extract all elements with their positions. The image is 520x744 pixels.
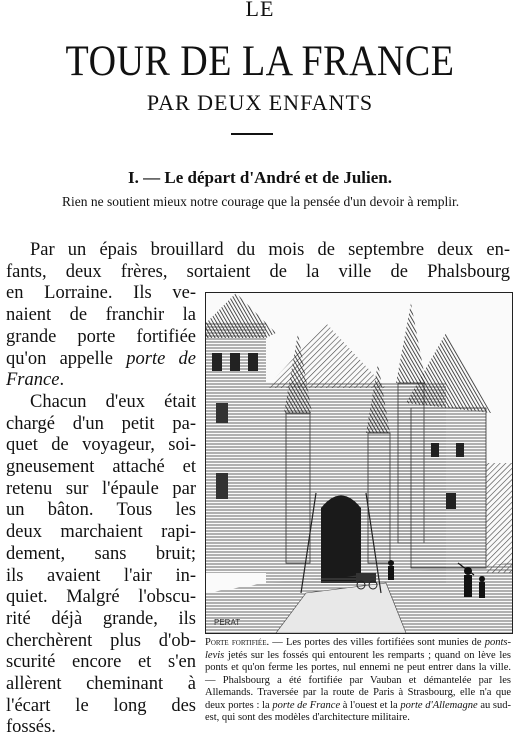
caption-label: Porte fortifiée. <box>205 637 270 648</box>
body-italic: porte de <box>126 349 197 369</box>
chapter-heading <box>0 168 520 188</box>
body-line: grande porte fortifiée <box>6 327 196 347</box>
caption-text: — Les portes des villes fortifiées sont munies de <box>269 637 485 648</box>
body-line: gneusement attaché et <box>6 457 196 477</box>
chapter-title: — Le départ d'André et de Julien. <box>143 168 392 187</box>
engraving-illustration <box>206 293 512 633</box>
body-text: . <box>59 370 65 390</box>
body-line: quet de voyageur, soi- <box>6 435 196 455</box>
body-line: Par un épais brouillard du mois de septembre deux en- <box>30 240 510 260</box>
body-line: chargé d'un petit pa- <box>6 414 196 434</box>
title-article: LE <box>245 0 275 21</box>
engraver-signature: PERAT <box>214 618 241 627</box>
body-line: retenu sur l'épaule par <box>6 479 196 499</box>
caption-text: à l'ouest et la <box>340 699 401 711</box>
body-line: un bâton. Tous les <box>6 500 196 520</box>
caption-italic: porte de France <box>272 699 341 711</box>
chapter-number: I. <box>128 168 139 187</box>
body-line: fossés. <box>6 717 56 737</box>
body-line <box>6 348 196 370</box>
body-line: dement, sans bruit; <box>6 544 196 564</box>
body-line: scurité encore et s'en <box>6 652 196 672</box>
body-line: en Lorraine. Ils ve- <box>6 283 196 303</box>
book-subtitle: PAR DEUX ENFANTS <box>146 90 374 115</box>
body-italic: France <box>6 370 60 390</box>
body-line: allèrent cheminant à <box>6 674 196 694</box>
caption-text: jetés sur les fossés qui entourent les remparts ; quand on lève les ponts et qu'on ferme les portes, nul ennemi ne peut entrer dans la ville. — Phalsbourg a été fortifiée par Vauban et démantelée par les Allemands. Traversée par la route de Paris à Strasbourg, elle n'a que deux portes : la <box>205 649 511 711</box>
body-line: quiet. Malgré l'obscu- <box>6 587 196 607</box>
title-divider <box>231 133 273 135</box>
body-line <box>6 369 64 391</box>
body-line: deux marchaient rapi- <box>6 522 196 542</box>
caption-text: au sud-est, qui sont des modèles d'architecture militaire. <box>205 699 511 723</box>
body-line: ils avaient l'air in- <box>6 566 196 586</box>
body-line: rité déjà grande, ils <box>6 609 196 629</box>
caption-italic: ponts-levis <box>205 637 511 661</box>
chapter-motto: Rien ne soutient mieux notre courage que la pensée d'un devoir à remplir. <box>62 194 460 209</box>
caption-italic: porte d'Allemagne <box>400 699 478 711</box>
body-line: cherchèrent plus d'ob- <box>6 631 196 651</box>
body-text: qu'on appelle <box>6 349 127 369</box>
body-line: fants, deux frères, sortaient de la ville de Phalsbourg <box>6 262 510 282</box>
body-line: l'écart le long des <box>6 696 196 716</box>
fortified-gate-engraving <box>205 292 513 634</box>
book-title: TOUR DE LA FRANCE <box>65 37 455 86</box>
body-line: Chacun d'eux était <box>30 392 196 412</box>
body-line: naient de franchir la <box>6 305 196 325</box>
figure-caption <box>205 637 511 725</box>
